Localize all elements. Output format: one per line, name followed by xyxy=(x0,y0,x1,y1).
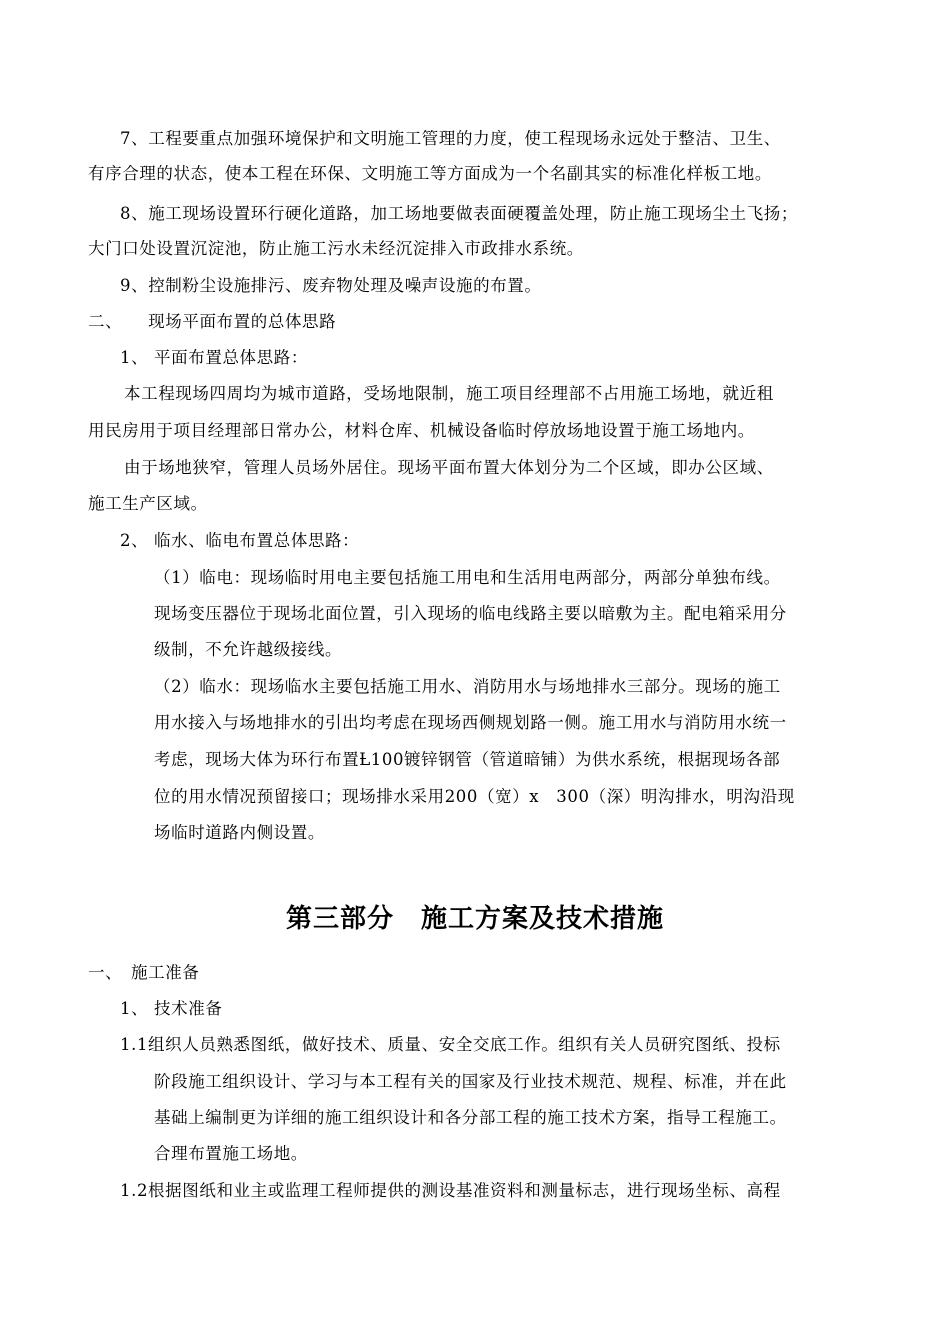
paragraph-line: 有序合理的状态，使本工程在环保、文明施工等方面成为一个名副其实的标准化样板工地。 xyxy=(88,164,772,183)
paragraph-line: 大门口处设置沉淀池，防止施工污水未经沉淀排入市政排水系统。 xyxy=(88,239,584,258)
section-heading: 一、 施工准备 xyxy=(88,963,200,982)
paragraph-line: （2）临水：现场临水主要包括施工用水、消防用水与场地排水三部分。现场的施工 xyxy=(154,677,781,696)
paragraph-line: 用民房用于项目经理部日常办公，材料仓库、机械设备临时停放场地设置于施工场地内。 xyxy=(88,421,755,440)
paragraph-line: 基础上编制更为详细的施工组织设计和各分部工程的施工技术方案，指导工程施工。 xyxy=(154,1108,787,1127)
subsection-heading: 1、 平面布置总体思路： xyxy=(120,348,308,367)
subsection-heading: 1、 技术准备 xyxy=(120,999,223,1018)
paragraph-line: 由于场地狭窄，管理人员场外居住。现场平面布置大体划分为二个区域，即办公区域、 xyxy=(124,458,774,477)
paragraph-line: 合理布置施工场地。 xyxy=(154,1144,308,1163)
paragraph-line: 用水接入与场地排水的引出均考虑在现场西侧规划路一侧。施工用水与消防用水统一 xyxy=(154,713,787,732)
paragraph-line: 1.1组织人员熟悉图纸，做好技术、质量、安全交底工作。组织有关人员研究图纸、投标 xyxy=(120,1035,781,1054)
subsection-heading: 2、 临水、临电布置总体思路： xyxy=(120,531,360,550)
part-title: 第三部分 施工方案及技术措施 xyxy=(285,904,664,934)
paragraph-line: 7、工程要重点加强环境保护和文明施工管理的力度，使工程现场永远处于整洁、卫生、 xyxy=(120,129,781,148)
paragraph-line: 级制，不允许越级接线。 xyxy=(154,640,343,659)
paragraph-line: 施工生产区域。 xyxy=(88,494,208,513)
paragraph-line: 8、施工现场设置环行硬化道路，加工场地要做表面硬覆盖处理，防止施工现场尘土飞扬； xyxy=(120,204,798,223)
paragraph-line: （1）临电：现场临时用电主要包括施工用电和生活用电两部分，两部分单独布线。 xyxy=(154,568,781,587)
section-heading: 二、 现场平面布置的总体思路 xyxy=(88,312,337,331)
paragraph-line: 阶段施工组织设计、学习与本工程有关的国家及行业技术规范、规程、标准，并在此 xyxy=(154,1072,787,1091)
paragraph-line: 9、控制粉尘设施排污、废弃物处理及噪声设施的布置。 xyxy=(120,276,542,295)
paragraph-line: 现场变压器位于现场北面位置，引入现场的临电线路主要以暗敷为主。配电箱采用分 xyxy=(154,604,787,623)
paragraph-line: 考虑，现场大体为环行布置Ƚ100镀锌钢管（管道暗铺）为供水系统，根据现场各部 xyxy=(154,750,781,769)
paragraph-line: 本工程现场四周均为城市道路，受场地限制，施工项目经理部不占用施工场地，就近租 xyxy=(124,384,774,403)
paragraph-line: 位的用水情况预留接口；现场排水采用200（宽）x 300（深）明沟排水，明沟沿现 xyxy=(154,787,795,806)
paragraph-line: 1.2根据图纸和业主或监理工程师提供的测设基准资料和测量标志，进行现场坐标、高程 xyxy=(120,1181,781,1200)
paragraph-line: 场临时道路内侧设置。 xyxy=(154,823,325,842)
